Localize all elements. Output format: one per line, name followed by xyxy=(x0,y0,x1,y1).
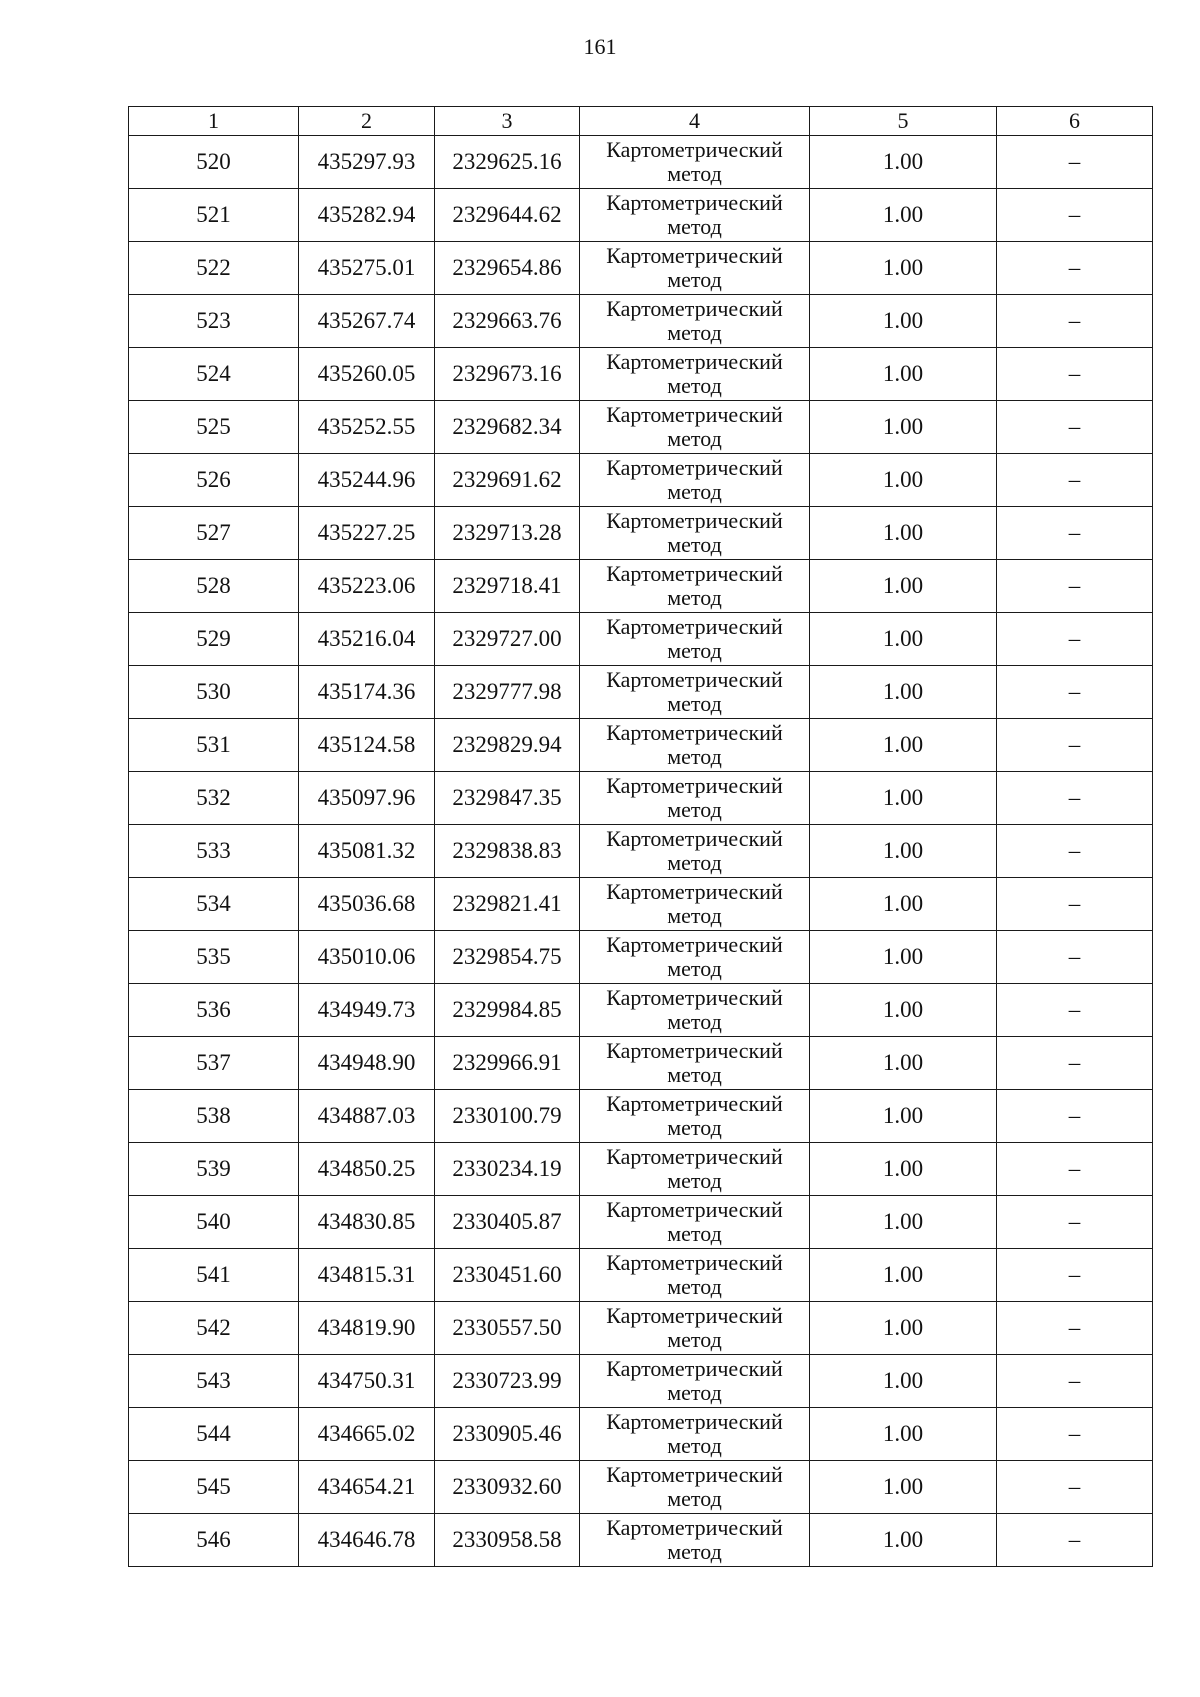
coordinate-y-cell: 2329966.91 xyxy=(435,1037,580,1090)
method-cell xyxy=(580,136,810,189)
method-line-1: Картометрический xyxy=(606,1515,783,1540)
accuracy-cell: 1.00 xyxy=(810,348,997,401)
point-number-cell: 524 xyxy=(129,348,299,401)
method-line-1: Картометрический xyxy=(606,932,783,957)
point-number-cell: 545 xyxy=(129,1461,299,1514)
coordinate-x-cell: 434949.73 xyxy=(299,984,435,1037)
coordinate-y-cell: 2330932.60 xyxy=(435,1461,580,1514)
method-line-1: Картометрический xyxy=(606,1356,783,1381)
point-number-cell: 529 xyxy=(129,613,299,666)
method-line-1: Картометрический xyxy=(606,349,783,374)
point-number-cell: 534 xyxy=(129,878,299,931)
accuracy-cell: 1.00 xyxy=(810,1037,997,1090)
method-cell xyxy=(580,1408,810,1461)
coordinate-y-cell: 2329625.16 xyxy=(435,136,580,189)
table-row xyxy=(129,1408,1153,1461)
method-line-2: метод xyxy=(667,1539,722,1564)
note-cell: – xyxy=(997,295,1153,348)
point-number-cell: 540 xyxy=(129,1196,299,1249)
table-row xyxy=(129,189,1153,242)
note-cell: – xyxy=(997,772,1153,825)
point-number-cell: 527 xyxy=(129,507,299,560)
note-cell: – xyxy=(997,1090,1153,1143)
table-row xyxy=(129,295,1153,348)
method-cell xyxy=(580,984,810,1037)
point-number-cell: 530 xyxy=(129,666,299,719)
note-cell: – xyxy=(997,1408,1153,1461)
table-row xyxy=(129,136,1153,189)
coordinate-y-cell: 2329829.94 xyxy=(435,719,580,772)
table-row xyxy=(129,772,1153,825)
method-cell xyxy=(580,1196,810,1249)
coordinate-y-cell: 2329713.28 xyxy=(435,507,580,560)
point-number-cell: 537 xyxy=(129,1037,299,1090)
table-row xyxy=(129,1302,1153,1355)
coordinate-x-cell: 434665.02 xyxy=(299,1408,435,1461)
note-cell: – xyxy=(997,613,1153,666)
header-cell-5: 5 xyxy=(810,107,997,136)
coordinate-x-cell: 435282.94 xyxy=(299,189,435,242)
method-line-1: Картометрический xyxy=(606,614,783,639)
point-number-cell: 528 xyxy=(129,560,299,613)
accuracy-cell: 1.00 xyxy=(810,242,997,295)
coordinate-y-cell: 2330557.50 xyxy=(435,1302,580,1355)
method-cell xyxy=(580,878,810,931)
point-number-cell: 525 xyxy=(129,401,299,454)
method-cell xyxy=(580,1461,810,1514)
method-line-2: метод xyxy=(667,744,722,769)
method-cell xyxy=(580,719,810,772)
table-row xyxy=(129,507,1153,560)
accuracy-cell: 1.00 xyxy=(810,295,997,348)
coordinate-x-cell: 435227.25 xyxy=(299,507,435,560)
point-number-cell: 536 xyxy=(129,984,299,1037)
method-line-2: метод xyxy=(667,585,722,610)
header-cell-1: 1 xyxy=(129,107,299,136)
accuracy-cell: 1.00 xyxy=(810,1090,997,1143)
table-row xyxy=(129,613,1153,666)
table-row xyxy=(129,1143,1153,1196)
table-row xyxy=(129,1514,1153,1567)
point-number-cell: 521 xyxy=(129,189,299,242)
method-cell xyxy=(580,613,810,666)
coordinate-x-cell: 435252.55 xyxy=(299,401,435,454)
method-line-2: метод xyxy=(667,1486,722,1511)
method-cell xyxy=(580,189,810,242)
method-cell xyxy=(580,931,810,984)
coordinate-x-cell: 434887.03 xyxy=(299,1090,435,1143)
accuracy-cell: 1.00 xyxy=(810,560,997,613)
coordinate-y-cell: 2330958.58 xyxy=(435,1514,580,1567)
coordinate-x-cell: 434815.31 xyxy=(299,1249,435,1302)
coordinate-x-cell: 434646.78 xyxy=(299,1514,435,1567)
method-cell xyxy=(580,1090,810,1143)
coordinate-x-cell: 435244.96 xyxy=(299,454,435,507)
method-cell xyxy=(580,1302,810,1355)
coordinate-x-cell: 434750.31 xyxy=(299,1355,435,1408)
accuracy-cell: 1.00 xyxy=(810,1355,997,1408)
coordinate-y-cell: 2330451.60 xyxy=(435,1249,580,1302)
method-cell xyxy=(580,348,810,401)
point-number-cell: 532 xyxy=(129,772,299,825)
note-cell: – xyxy=(997,189,1153,242)
coordinate-x-cell: 435124.58 xyxy=(299,719,435,772)
method-line-1: Картометрический xyxy=(606,402,783,427)
method-line-2: метод xyxy=(667,1009,722,1034)
coordinate-x-cell: 434850.25 xyxy=(299,1143,435,1196)
method-cell xyxy=(580,666,810,719)
method-line-1: Картометрический xyxy=(606,296,783,321)
accuracy-cell: 1.00 xyxy=(810,931,997,984)
table-row xyxy=(129,1196,1153,1249)
coordinate-y-cell: 2329691.62 xyxy=(435,454,580,507)
note-cell: – xyxy=(997,1302,1153,1355)
table-row xyxy=(129,348,1153,401)
coordinate-y-cell: 2329718.41 xyxy=(435,560,580,613)
accuracy-cell: 1.00 xyxy=(810,189,997,242)
accuracy-cell: 1.00 xyxy=(810,401,997,454)
page-number: 161 xyxy=(583,34,617,59)
note-cell: – xyxy=(997,1355,1153,1408)
coordinate-y-cell: 2329777.98 xyxy=(435,666,580,719)
method-line-1: Картометрический xyxy=(606,561,783,586)
note-cell: – xyxy=(997,507,1153,560)
table-row xyxy=(129,666,1153,719)
method-line-1: Картометрический xyxy=(606,190,783,215)
method-line-2: метод xyxy=(667,320,722,345)
coordinate-x-cell: 435216.04 xyxy=(299,613,435,666)
coordinates-table xyxy=(128,106,1153,1567)
method-line-2: метод xyxy=(667,1380,722,1405)
coordinate-x-cell: 435010.06 xyxy=(299,931,435,984)
coordinate-x-cell: 435097.96 xyxy=(299,772,435,825)
method-line-2: метод xyxy=(667,1115,722,1140)
accuracy-cell: 1.00 xyxy=(810,1408,997,1461)
method-line-1: Картометрический xyxy=(606,1144,783,1169)
coordinate-y-cell: 2329821.41 xyxy=(435,878,580,931)
point-number-cell: 520 xyxy=(129,136,299,189)
table-row xyxy=(129,1355,1153,1408)
method-line-1: Картометрический xyxy=(606,508,783,533)
header-cell-4: 4 xyxy=(580,107,810,136)
table-row xyxy=(129,401,1153,454)
note-cell: – xyxy=(997,984,1153,1037)
header-cell-3: 3 xyxy=(435,107,580,136)
method-line-1: Картометрический xyxy=(606,667,783,692)
method-line-1: Картометрический xyxy=(606,1462,783,1487)
point-number-cell: 541 xyxy=(129,1249,299,1302)
method-line-2: метод xyxy=(667,850,722,875)
method-line-1: Картометрический xyxy=(606,773,783,798)
method-cell xyxy=(580,401,810,454)
method-line-2: метод xyxy=(667,1433,722,1458)
accuracy-cell: 1.00 xyxy=(810,1461,997,1514)
coordinate-x-cell: 435297.93 xyxy=(299,136,435,189)
method-line-2: метод xyxy=(667,797,722,822)
coordinates-table-container xyxy=(128,106,1152,1567)
method-line-1: Картометрический xyxy=(606,985,783,1010)
method-line-1: Картометрический xyxy=(606,455,783,480)
table-row xyxy=(129,719,1153,772)
accuracy-cell: 1.00 xyxy=(810,1143,997,1196)
method-line-1: Картометрический xyxy=(606,1303,783,1328)
method-line-2: метод xyxy=(667,691,722,716)
note-cell: – xyxy=(997,1196,1153,1249)
coordinate-y-cell: 2329682.34 xyxy=(435,401,580,454)
method-line-1: Картометрический xyxy=(606,137,783,162)
table-row xyxy=(129,1090,1153,1143)
table-row xyxy=(129,878,1153,931)
method-line-2: метод xyxy=(667,267,722,292)
header-row xyxy=(129,107,1153,136)
coordinate-y-cell: 2329838.83 xyxy=(435,825,580,878)
header-cell-2: 2 xyxy=(299,107,435,136)
table-row xyxy=(129,984,1153,1037)
point-number-cell: 543 xyxy=(129,1355,299,1408)
coordinate-x-cell: 435223.06 xyxy=(299,560,435,613)
coordinate-y-cell: 2329644.62 xyxy=(435,189,580,242)
note-cell: – xyxy=(997,348,1153,401)
method-line-1: Картометрический xyxy=(606,826,783,851)
coordinate-y-cell: 2330100.79 xyxy=(435,1090,580,1143)
method-line-2: метод xyxy=(667,956,722,981)
table-row xyxy=(129,1461,1153,1514)
accuracy-cell: 1.00 xyxy=(810,878,997,931)
method-line-2: метод xyxy=(667,479,722,504)
table-row xyxy=(129,1037,1153,1090)
table-row xyxy=(129,454,1153,507)
note-cell: – xyxy=(997,1249,1153,1302)
coordinate-x-cell: 435081.32 xyxy=(299,825,435,878)
coordinate-x-cell: 435174.36 xyxy=(299,666,435,719)
method-cell xyxy=(580,1037,810,1090)
accuracy-cell: 1.00 xyxy=(810,1196,997,1249)
note-cell: – xyxy=(997,825,1153,878)
note-cell: – xyxy=(997,1514,1153,1567)
method-line-2: метод xyxy=(667,1327,722,1352)
accuracy-cell: 1.00 xyxy=(810,1302,997,1355)
method-cell xyxy=(580,295,810,348)
coordinate-y-cell: 2330234.19 xyxy=(435,1143,580,1196)
table-row xyxy=(129,825,1153,878)
accuracy-cell: 1.00 xyxy=(810,1249,997,1302)
note-cell: – xyxy=(997,878,1153,931)
method-line-2: метод xyxy=(667,161,722,186)
coordinate-x-cell: 434654.21 xyxy=(299,1461,435,1514)
accuracy-cell: 1.00 xyxy=(810,1514,997,1567)
coordinate-y-cell: 2329847.35 xyxy=(435,772,580,825)
accuracy-cell: 1.00 xyxy=(810,613,997,666)
method-line-1: Картометрический xyxy=(606,720,783,745)
point-number-cell: 523 xyxy=(129,295,299,348)
method-cell xyxy=(580,454,810,507)
coordinate-y-cell: 2329654.86 xyxy=(435,242,580,295)
coordinate-y-cell: 2329673.16 xyxy=(435,348,580,401)
method-line-2: метод xyxy=(667,373,722,398)
header-cell-6: 6 xyxy=(997,107,1153,136)
method-line-1: Картометрический xyxy=(606,1091,783,1116)
coordinate-y-cell: 2329854.75 xyxy=(435,931,580,984)
method-cell xyxy=(580,242,810,295)
note-cell: – xyxy=(997,560,1153,613)
coordinate-x-cell: 434830.85 xyxy=(299,1196,435,1249)
coordinate-x-cell: 435267.74 xyxy=(299,295,435,348)
point-number-cell: 538 xyxy=(129,1090,299,1143)
point-number-cell: 539 xyxy=(129,1143,299,1196)
table-row xyxy=(129,560,1153,613)
point-number-cell: 531 xyxy=(129,719,299,772)
method-line-2: метод xyxy=(667,1274,722,1299)
method-line-1: Картометрический xyxy=(606,1197,783,1222)
coordinate-y-cell: 2330723.99 xyxy=(435,1355,580,1408)
table-row xyxy=(129,931,1153,984)
accuracy-cell: 1.00 xyxy=(810,984,997,1037)
method-line-1: Картометрический xyxy=(606,1038,783,1063)
table-body xyxy=(129,136,1153,1567)
method-line-2: метод xyxy=(667,638,722,663)
coordinate-x-cell: 435260.05 xyxy=(299,348,435,401)
method-line-2: метод xyxy=(667,1062,722,1087)
accuracy-cell: 1.00 xyxy=(810,136,997,189)
method-cell xyxy=(580,507,810,560)
method-line-2: метод xyxy=(667,1221,722,1246)
coordinate-y-cell: 2330405.87 xyxy=(435,1196,580,1249)
note-cell: – xyxy=(997,454,1153,507)
coordinate-x-cell: 434819.90 xyxy=(299,1302,435,1355)
accuracy-cell: 1.00 xyxy=(810,666,997,719)
note-cell: – xyxy=(997,931,1153,984)
point-number-cell: 544 xyxy=(129,1408,299,1461)
method-line-2: метод xyxy=(667,426,722,451)
note-cell: – xyxy=(997,1143,1153,1196)
method-line-1: Картометрический xyxy=(606,243,783,268)
accuracy-cell: 1.00 xyxy=(810,719,997,772)
accuracy-cell: 1.00 xyxy=(810,507,997,560)
method-cell xyxy=(580,1143,810,1196)
coordinate-x-cell: 434948.90 xyxy=(299,1037,435,1090)
table-header xyxy=(129,107,1153,136)
note-cell: – xyxy=(997,401,1153,454)
accuracy-cell: 1.00 xyxy=(810,825,997,878)
note-cell: – xyxy=(997,719,1153,772)
coordinate-y-cell: 2329727.00 xyxy=(435,613,580,666)
method-line-1: Картометрический xyxy=(606,1250,783,1275)
point-number-cell: 526 xyxy=(129,454,299,507)
point-number-cell: 533 xyxy=(129,825,299,878)
method-line-1: Картометрический xyxy=(606,1409,783,1434)
method-cell xyxy=(580,772,810,825)
note-cell: – xyxy=(997,666,1153,719)
method-cell xyxy=(580,560,810,613)
accuracy-cell: 1.00 xyxy=(810,454,997,507)
coordinate-x-cell: 435036.68 xyxy=(299,878,435,931)
note-cell: – xyxy=(997,1037,1153,1090)
note-cell: – xyxy=(997,1461,1153,1514)
note-cell: – xyxy=(997,136,1153,189)
method-line-1: Картометрический xyxy=(606,879,783,904)
table-row xyxy=(129,1249,1153,1302)
method-cell xyxy=(580,1514,810,1567)
point-number-cell: 535 xyxy=(129,931,299,984)
table-row xyxy=(129,242,1153,295)
method-cell xyxy=(580,825,810,878)
coordinate-y-cell: 2330905.46 xyxy=(435,1408,580,1461)
coordinate-x-cell: 435275.01 xyxy=(299,242,435,295)
accuracy-cell: 1.00 xyxy=(810,772,997,825)
method-line-2: метод xyxy=(667,214,722,239)
point-number-cell: 546 xyxy=(129,1514,299,1567)
note-cell: – xyxy=(997,242,1153,295)
method-line-2: метод xyxy=(667,903,722,928)
point-number-cell: 522 xyxy=(129,242,299,295)
point-number-cell: 542 xyxy=(129,1302,299,1355)
method-line-2: метод xyxy=(667,532,722,557)
coordinate-y-cell: 2329663.76 xyxy=(435,295,580,348)
coordinate-y-cell: 2329984.85 xyxy=(435,984,580,1037)
method-line-2: метод xyxy=(667,1168,722,1193)
method-cell xyxy=(580,1355,810,1408)
method-cell xyxy=(580,1249,810,1302)
